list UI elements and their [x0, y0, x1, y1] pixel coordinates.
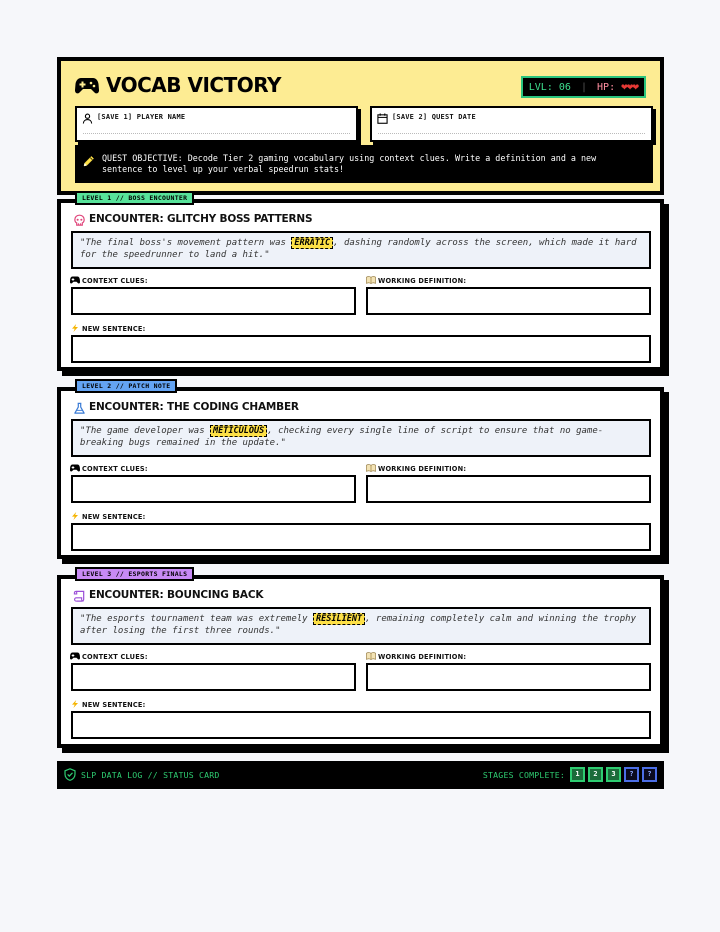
player-name-field[interactable]	[75, 106, 358, 142]
stage-tracker	[570, 767, 657, 782]
level-1-tag: LEVEL 1 // BOSS ENCOUNTER	[75, 191, 194, 205]
new-sentence-input[interactable]	[71, 335, 651, 363]
gamepad-icon	[75, 77, 99, 95]
new-sentence-label	[70, 700, 145, 709]
working-definition-text: WORKING DEFINITION:	[378, 653, 467, 661]
stage-box-3[interactable]: 3	[606, 767, 621, 782]
working-definition-input[interactable]	[366, 287, 651, 315]
target-word: ERRATIC	[291, 237, 333, 249]
level-2-card	[57, 382, 664, 559]
context-clues-label	[70, 652, 148, 661]
sentence-end: , checking every single line of script to ensure that no game-breaking bugs remained in the update."	[80, 426, 604, 448]
sentence-start: "The game developer was	[80, 426, 211, 436]
new-sentence-label	[70, 512, 145, 521]
level-1-card	[57, 194, 664, 371]
new-sentence-text: NEW SENTENCE:	[82, 701, 146, 709]
stage-box-5[interactable]: ?	[642, 767, 657, 782]
target-word: RESILIENT	[313, 613, 365, 625]
context-clues-label	[70, 464, 148, 473]
player-stats-badge	[521, 76, 646, 98]
book-icon	[366, 652, 376, 660]
quest-objective-banner	[75, 145, 653, 183]
book-icon	[366, 464, 376, 472]
lightning-icon	[70, 324, 80, 332]
worksheet	[57, 57, 664, 780]
level-2-tag: LEVEL 2 // PATCH NOTE	[75, 379, 177, 393]
context-sentence	[71, 231, 651, 269]
new-sentence-label	[70, 324, 145, 333]
stats-divider: |	[580, 82, 587, 93]
calendar-icon	[377, 113, 388, 124]
level-value: 06	[558, 82, 571, 93]
context-sentence	[71, 419, 651, 457]
player-name-label: [SAVE 1] PLAYER NAME	[97, 113, 186, 121]
write-line	[378, 133, 645, 134]
gamepad-icon	[70, 276, 80, 284]
quest-date-label: [SAVE 2] QUEST DATE	[392, 113, 476, 121]
shield-check-icon	[64, 768, 76, 781]
working-definition-text: WORKING DEFINITION:	[378, 465, 467, 473]
context-clues-text: CONTEXT CLUES:	[82, 465, 148, 473]
gamepad-icon	[70, 464, 80, 472]
new-sentence-input[interactable]	[71, 523, 651, 551]
working-definition-label	[366, 652, 466, 661]
stage-box-2[interactable]: 2	[588, 767, 603, 782]
write-line	[83, 133, 350, 134]
encounter-title: ENCOUNTER: BOUNCING BACK	[89, 589, 264, 601]
quest-date-field[interactable]	[370, 106, 653, 142]
header-panel	[57, 57, 664, 195]
context-sentence	[71, 607, 651, 645]
new-sentence-text: NEW SENTENCE:	[82, 325, 146, 333]
heart-icons: ❤❤❤	[621, 80, 638, 93]
context-clues-input[interactable]	[71, 663, 356, 691]
quest-objective-text: QUEST OBJECTIVE: Decode Tier 2 gaming vocabulary using context clues. Write a definition and a new sentence to level up your verbal speedrun stats!	[102, 153, 597, 174]
working-definition-input[interactable]	[366, 663, 651, 691]
lightning-icon	[70, 512, 80, 520]
working-definition-label	[366, 276, 466, 285]
sentence-end: , remaining completely calm and winning the trophy after losing the first three rounds."	[80, 614, 636, 636]
level-3-tag: LEVEL 3 // ESPORTS FINALS	[75, 567, 194, 581]
context-clues-input[interactable]	[71, 287, 356, 315]
sentence-end: , dashing randomly across the screen, which made it hard for the speedrunner to land a hit."	[80, 238, 637, 260]
level-label: LVL:	[528, 82, 553, 93]
page-title: VOCAB VICTORY	[106, 73, 282, 97]
title-row	[75, 74, 646, 102]
target-word: METICULOUS	[210, 425, 267, 437]
skull-icon	[73, 214, 86, 227]
stages-complete-label: STAGES COMPLETE:	[482, 770, 565, 780]
sentence-start: "The final boss's movement pattern was	[80, 238, 292, 248]
status-footer	[57, 761, 664, 789]
scroll-icon	[73, 590, 86, 603]
lightning-icon	[70, 700, 80, 708]
flask-icon	[73, 402, 86, 415]
new-sentence-text: NEW SENTENCE:	[82, 513, 146, 521]
gamepad-icon	[70, 652, 80, 660]
hp-label: HP:	[597, 82, 616, 93]
level-3-card	[57, 570, 664, 748]
sentence-start: "The esports tournament team was extremely	[80, 614, 313, 624]
stage-box-4[interactable]: ?	[624, 767, 639, 782]
context-clues-label	[70, 276, 148, 285]
pencil-icon	[83, 155, 95, 167]
book-icon	[366, 276, 376, 284]
working-definition-input[interactable]	[366, 475, 651, 503]
context-clues-input[interactable]	[71, 475, 356, 503]
data-log-label: SLP DATA LOG // STATUS CARD	[81, 770, 220, 780]
context-clues-text: CONTEXT CLUES:	[82, 277, 148, 285]
stage-box-1[interactable]: 1	[570, 767, 585, 782]
working-definition-text: WORKING DEFINITION:	[378, 277, 467, 285]
encounter-title: ENCOUNTER: GLITCHY BOSS PATTERNS	[89, 213, 313, 225]
working-definition-label	[366, 464, 466, 473]
user-icon	[82, 113, 93, 124]
new-sentence-input[interactable]	[71, 711, 651, 739]
encounter-title: ENCOUNTER: THE CODING CHAMBER	[89, 401, 299, 413]
context-clues-text: CONTEXT CLUES:	[82, 653, 148, 661]
